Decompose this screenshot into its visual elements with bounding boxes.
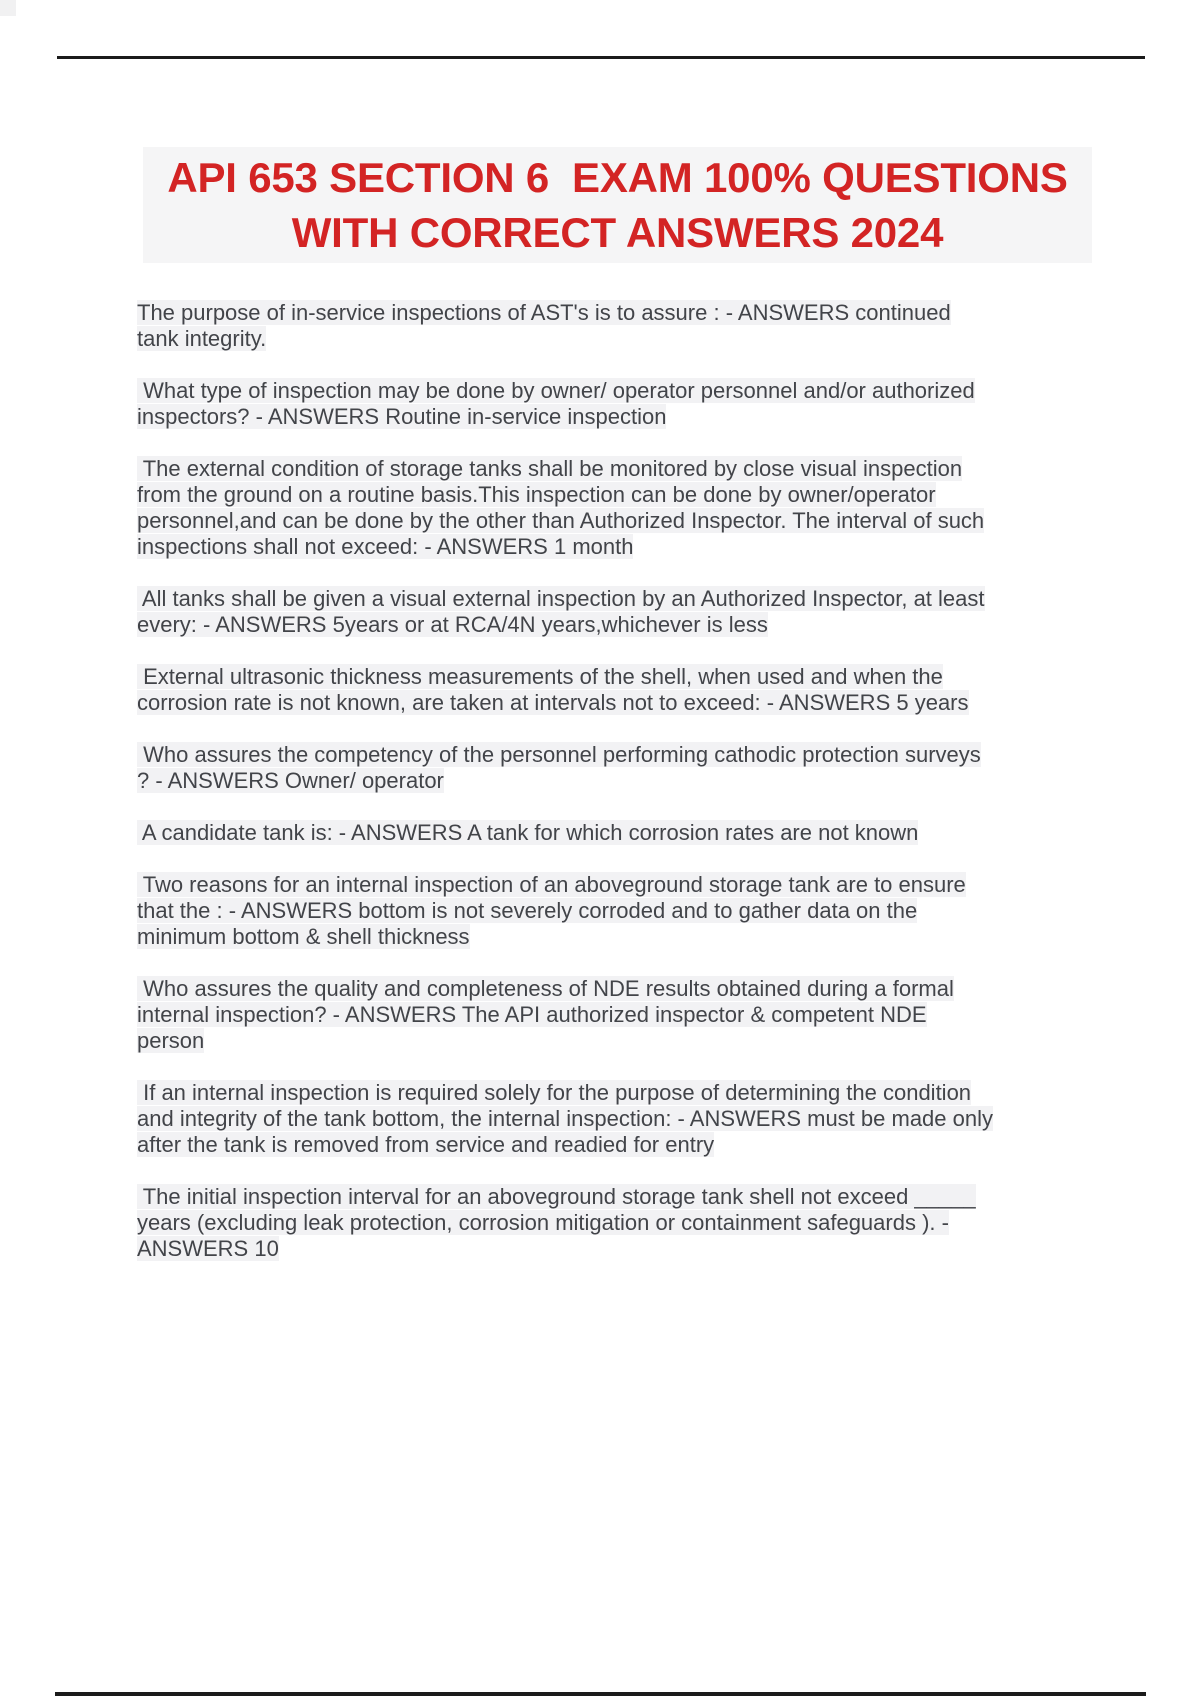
qa-paragraph	[137, 300, 1087, 352]
qa-line-text: years (excluding leak protection, corrosion mitigation or containment safeguards ). -	[137, 1210, 949, 1235]
qa-line-text: inspections shall not exceed: - ANSWERS 1 month	[137, 534, 634, 559]
qa-line-text: every: - ANSWERS 5years or at RCA/4N years,whichever is less	[137, 612, 768, 637]
qa-line	[137, 872, 1087, 898]
page-title-line1: API 653 SECTION 6 EXAM 100% QUESTIONS	[167, 154, 1068, 201]
qa-line	[137, 820, 1087, 846]
qa-line	[137, 768, 1087, 794]
qa-line	[137, 534, 1087, 560]
qa-content	[137, 300, 1087, 1288]
qa-line-text: and integrity of the tank bottom, the internal inspection: - ANSWERS must be made only	[137, 1106, 993, 1131]
qa-paragraph	[137, 456, 1087, 560]
qa-line-text: from the ground on a routine basis.This inspection can be done by owner/operator	[137, 482, 936, 507]
qa-line-text: personnel,and can be done by the other than Authorized Inspector. The interval of such	[137, 508, 985, 533]
qa-line-text: ANSWERS 10	[137, 1236, 279, 1261]
qa-line-text: The external condition of storage tanks shall be monitored by close visual inspection	[137, 456, 963, 481]
qa-line-text: inspectors? - ANSWERS Routine in-service inspection	[137, 404, 667, 429]
qa-line-text: All tanks shall be given a visual external inspection by an Authorized Inspector, at least	[137, 586, 985, 611]
qa-paragraph	[137, 1080, 1087, 1158]
qa-line	[137, 742, 1087, 768]
qa-paragraph	[137, 742, 1087, 794]
qa-line	[137, 690, 1087, 716]
qa-line	[137, 1132, 1087, 1158]
qa-line-text: that the : - ANSWERS bottom is not severely corroded and to gather data on the	[137, 898, 918, 923]
qa-line-text: What type of inspection may be done by owner/ operator personnel and/or authorized	[137, 378, 975, 403]
top-rule	[57, 56, 1145, 59]
qa-line-text: ? - ANSWERS Owner/ operator	[137, 768, 444, 793]
qa-line	[137, 898, 1087, 924]
qa-paragraph	[137, 976, 1087, 1054]
qa-line	[137, 1028, 1087, 1054]
qa-line-text: Who assures the competency of the personnel performing cathodic protection surveys	[137, 742, 981, 767]
qa-line	[137, 1184, 1087, 1210]
bottom-rule	[55, 1692, 1146, 1696]
qa-line	[137, 976, 1087, 1002]
title-block	[143, 147, 1092, 263]
qa-paragraph	[137, 820, 1087, 846]
qa-line	[137, 1236, 1087, 1262]
qa-line-text: internal inspection? - ANSWERS The API authorized inspector & competent NDE	[137, 1002, 927, 1027]
qa-paragraph	[137, 664, 1087, 716]
corner-artifact	[0, 0, 16, 16]
qa-line	[137, 456, 1087, 482]
qa-line	[137, 1080, 1087, 1106]
qa-line	[137, 924, 1087, 950]
qa-line-text: corrosion rate is not known, are taken at intervals not to exceed: - ANSWERS 5 years	[137, 690, 969, 715]
qa-line-text: minimum bottom & shell thickness	[137, 924, 470, 949]
qa-line-text: The purpose of in-service inspections of AST's is to assure : - ANSWERS continued	[137, 300, 951, 325]
qa-line-text: The initial inspection interval for an aboveground storage tank shell not exceed _____	[137, 1184, 976, 1209]
qa-line	[137, 326, 1087, 352]
qa-paragraph	[137, 1184, 1087, 1262]
qa-paragraph	[137, 586, 1087, 638]
qa-line-text: Two reasons for an internal inspection of an aboveground storage tank are to ensure	[137, 872, 966, 897]
qa-line-text: tank integrity.	[137, 326, 267, 351]
qa-line-text: A candidate tank is: - ANSWERS A tank for which corrosion rates are not known	[137, 820, 919, 845]
qa-line	[137, 612, 1087, 638]
qa-line-text: after the tank is removed from service and readied for entry	[137, 1132, 715, 1157]
qa-line	[137, 482, 1087, 508]
qa-line	[137, 586, 1087, 612]
qa-line-text: External ultrasonic thickness measurements of the shell, when used and when the	[137, 664, 943, 689]
qa-line	[137, 664, 1087, 690]
qa-line	[137, 1106, 1087, 1132]
qa-line	[137, 1002, 1087, 1028]
page-title-line2: WITH CORRECT ANSWERS 2024	[291, 209, 944, 256]
qa-line-text: If an internal inspection is required solely for the purpose of determining the condition	[137, 1080, 972, 1105]
qa-paragraph	[137, 872, 1087, 950]
qa-paragraph	[137, 378, 1087, 430]
qa-line	[137, 508, 1087, 534]
qa-line	[137, 300, 1087, 326]
qa-line-text: Who assures the quality and completeness of NDE results obtained during a formal	[137, 976, 954, 1001]
qa-line	[137, 1210, 1087, 1236]
qa-line-text: person	[137, 1028, 205, 1053]
qa-line	[137, 404, 1087, 430]
qa-line	[137, 378, 1087, 404]
